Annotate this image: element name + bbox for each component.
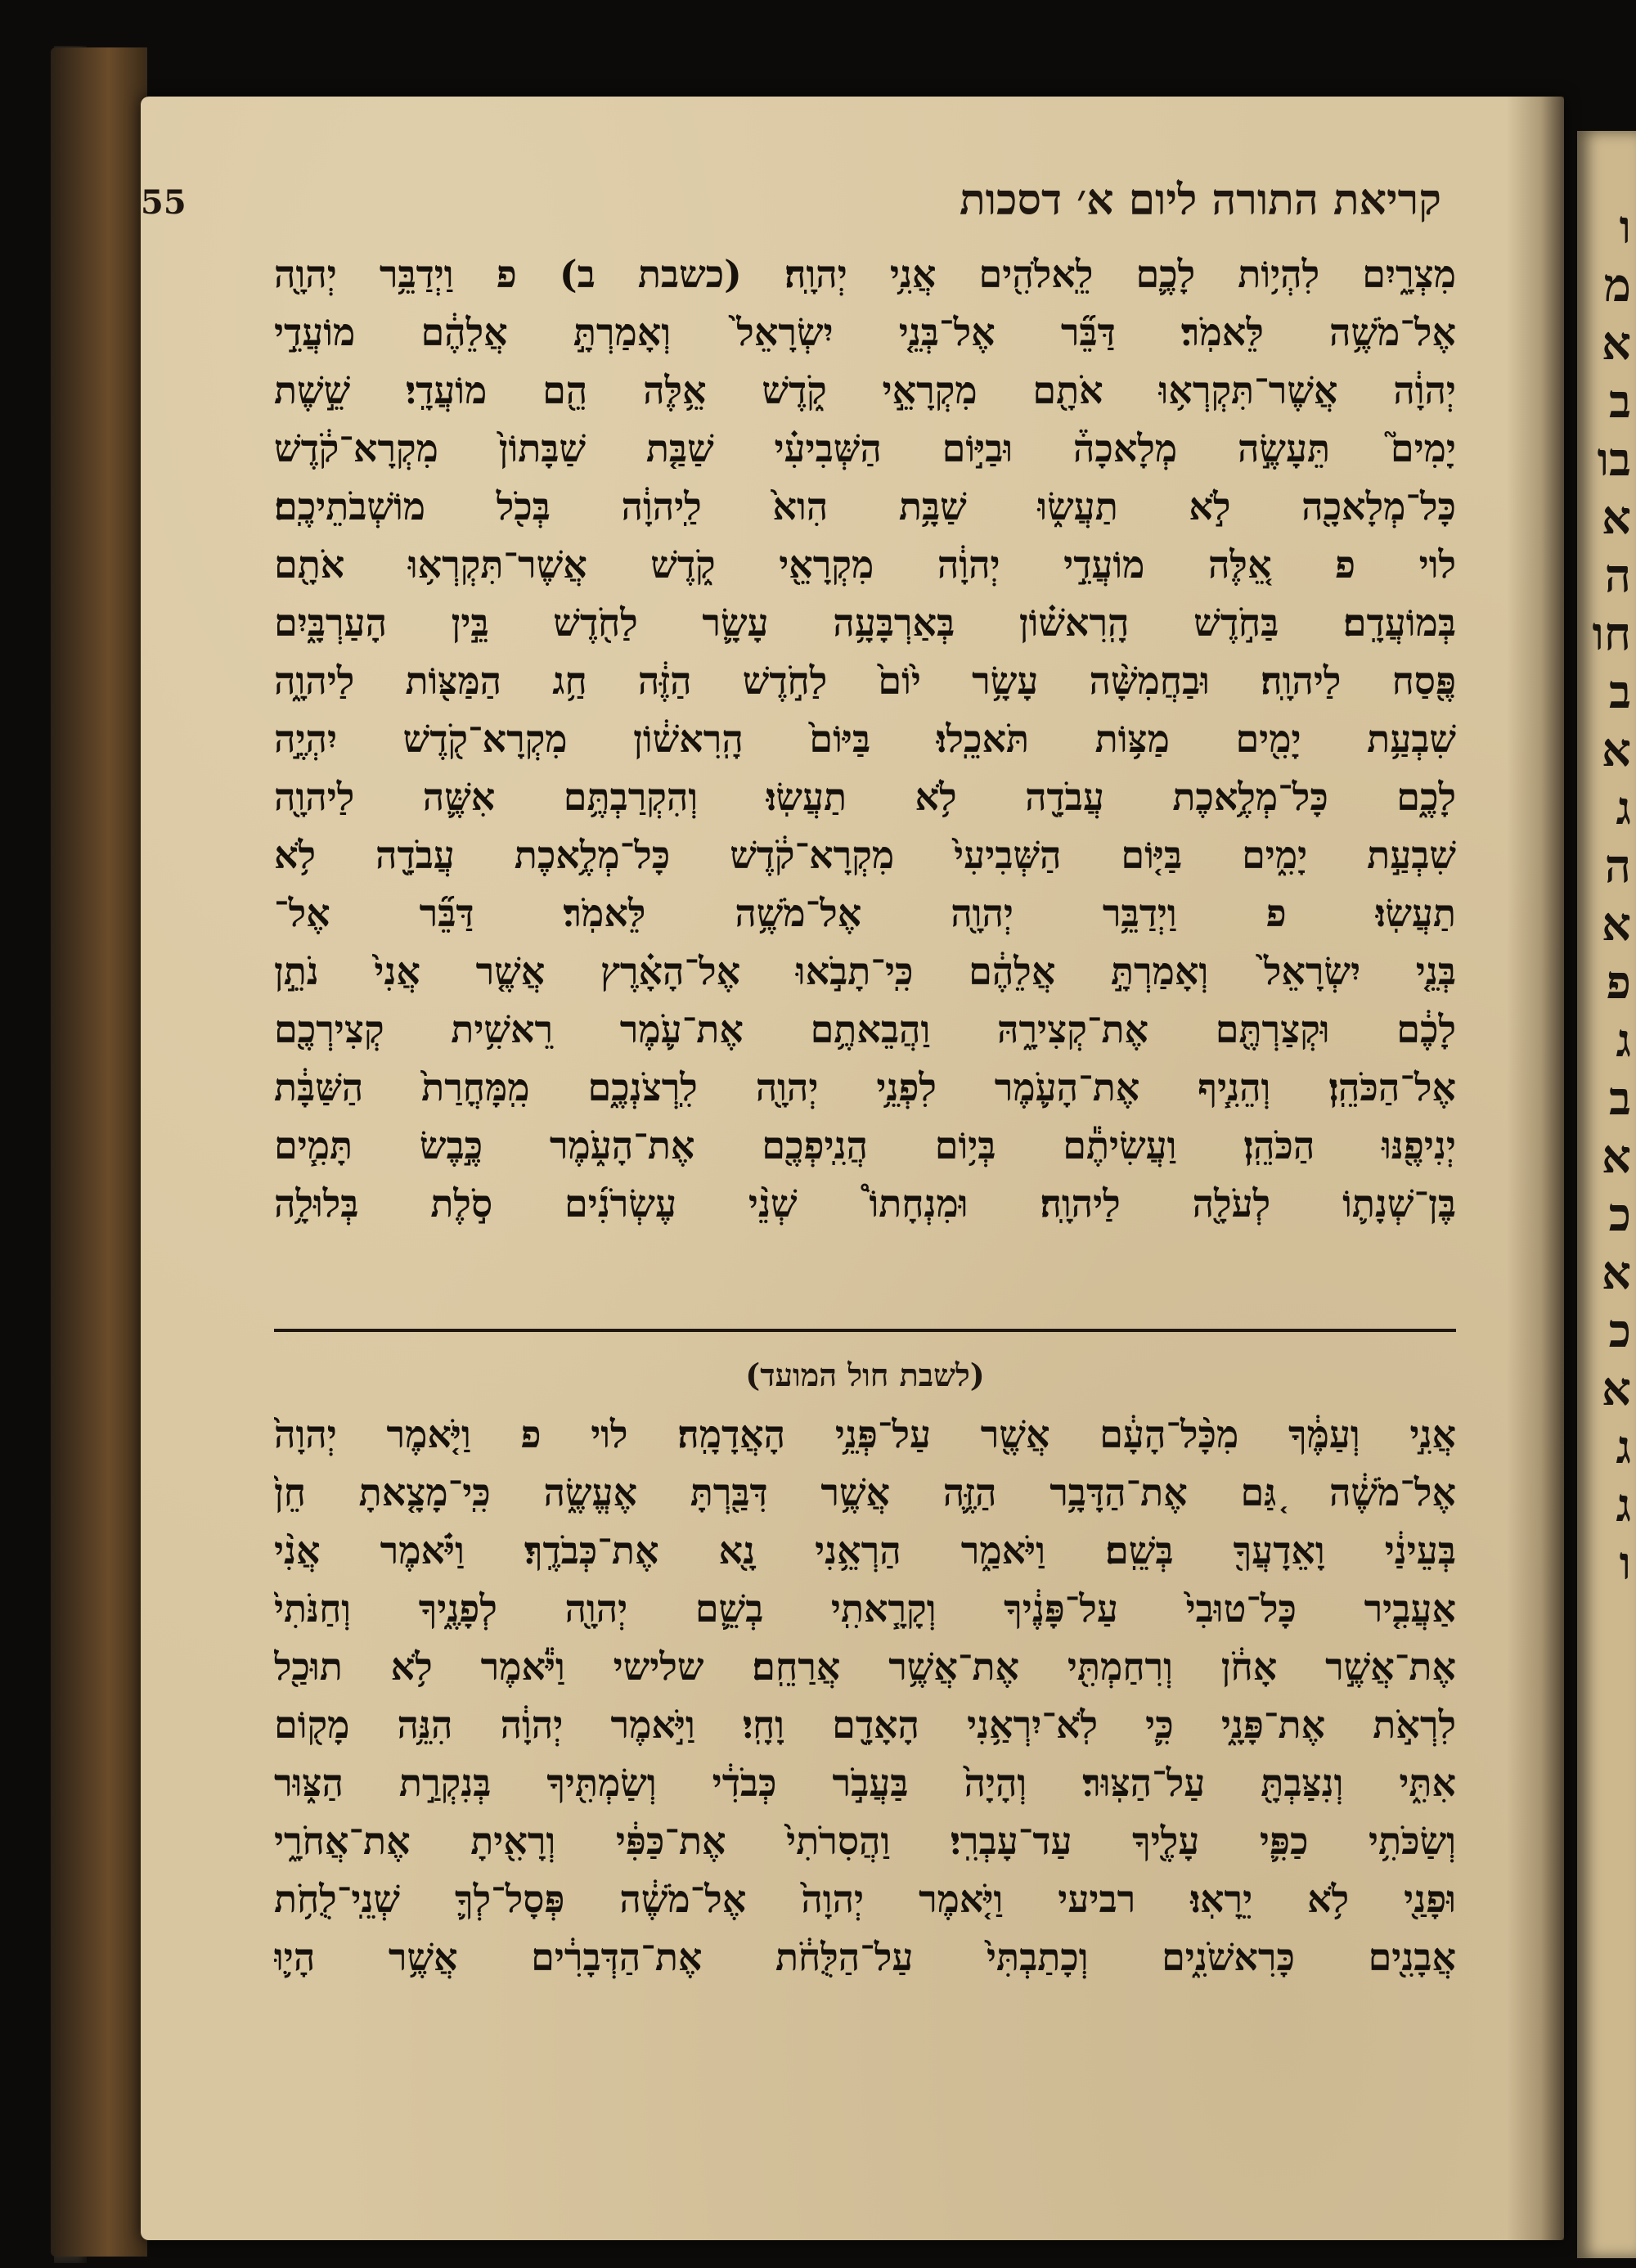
- page-gutter-shadow: [1507, 97, 1564, 2240]
- text-line: פֶּ֖סַח לַיהוָֽה׃ וּבַחֲמִשָּׁ֨ה עָשָׂ֥ר י֙וֹם֙ לַחֹ֣דֶשׁ הַזֶּ֔ה חַ֥ג הַמַּצּ֖וֹת לַיהוָ֑ה: [274, 659, 1456, 703]
- facing-page-edge: [1577, 131, 1636, 2258]
- text-line: שִׁבְעַ֥ת יָמִ֖ים מַצּ֥וֹת תֹּאכֵֽלוּ׃ בַּיּוֹם֙ הָֽרִאשׁ֔וֹן מִקְרָא־קֹ֖דֶשׁ יִהְיֶ֣ה: [274, 717, 1456, 761]
- text-line: כָּל־מְלָאכָ֖ה לֹ֣א תַעֲשׂ֑וּ שַׁבָּ֥ת הִוא֙ לַֽיהוָ֔ה בְּכֹ֖ל מוֹשְׁבֹתֵיכֶֽם׃: [274, 484, 1456, 529]
- book-page-edges: [51, 47, 147, 2257]
- text-line: יְהוָ֔ה אֲשֶׁר־תִּקְרְא֥וּ אֹתָ֖ם מִקְרָאֵ֣י קֹ֑דֶשׁ אֵ֥לֶּה הֵ֖ם מוֹעֲדָֽי׃ שֵׁ֣שֶׁת: [274, 368, 1456, 412]
- text-line: אֶת־אֲשֶׁ֣ר אָחֹ֔ן וְרִחַמְתִּ֖י אֶת־אֲשֶׁ֥ר אֲרַחֵֽם׃ שלישי וַיֹּ֕אמֶר לֹ֥א תוּכַ֖ל: [274, 1645, 1456, 1689]
- facing-page-fragment: ו: [1619, 200, 1631, 254]
- text-line: לִרְאֹ֣ת אֶת־פָּנָ֑י כִּ֛י לֹֽא־יִרְאַ֥נִי הָאָדָ֖ם וָחָֽי׃ וַיֹּ֣אמֶר יְהוָ֔ה הִנֵּ֥ה מָק֖וֹם: [274, 1703, 1456, 1747]
- text-line: לָכֶ֑ם כָּל־מְלֶ֥אכֶת עֲבֹדָ֖ה לֹ֥א תַעֲשֽׂוּ׃ וְהִקְרַבְתֶּ֥ם אִשֶּׁ֛ה לַיהוָ֖ה: [274, 775, 1456, 819]
- text-line: בְּנֵ֤י יִשְׂרָאֵל֙ וְאָמַרְתָּ֣ אֲלֵהֶ֔ם כִּֽי־תָבֹ֣אוּ אֶל־הָאָ֗רֶץ אֲשֶׁ֤ר אֲנִי֙ נֹתֵ֣ן: [274, 949, 1456, 993]
- section-divider: [274, 1329, 1456, 1332]
- text-line: אֶל־מֹשֶׁ֔ה גַּ֚ם אֶת־הַדָּבָ֥ר הַזֶּ֛ה אֲשֶׁ֥ר דִּבַּ֖רְתָּ אֶעֱשֶׂ֑ה כִּֽי־מָצָ֤אתָ חֵן֙: [274, 1470, 1456, 1514]
- facing-page-fragment: בו: [1597, 433, 1631, 487]
- facing-page-fragment: א: [1602, 1130, 1631, 1184]
- running-title: קריאת התורה ליום א׳ דסכות: [959, 175, 1441, 225]
- facing-page-fragment: ו: [1619, 1537, 1631, 1591]
- text-line: אֶל־הַכֹּהֵֽן׃ וְהֵנִ֧יף אֶת־הָעֹ֛מֶר לִפְנֵ֥י יְהוָ֖ה לִֽרְצֹנְכֶ֑ם מִֽמָּחֳרַת֙ הַשַּׁבָּ֔ת: [274, 1065, 1456, 1109]
- text-line: וְשַׂכֹּתִ֥י כַפִּ֛י עָלֶ֖יךָ עַד־עָבְרִֽי׃ וַהֲסִרֹתִי֙ אֶת־כַּפִּ֔י וְרָאִ֖יתָ אֶת־אֲחֹרָ֑י: [274, 1819, 1456, 1863]
- facing-page-fragment: א: [1602, 723, 1631, 777]
- text-line: לוי פ אֵ֚לֶּה מוֹעֲדֵ֣י יְהוָ֔ה מִקְרָאֵ֖י קֹ֑דֶשׁ אֲשֶׁר־תִּקְרְא֥וּ אֹתָ֖ם: [274, 542, 1456, 587]
- text-line: בְּעֵינַ֔י וָאֵדָעֲךָ֖ בְּשֵֽׁם׃ וַיֹּאמַ֑ר הַרְאֵ֥נִי נָ֖א אֶת־כְּבֹדֶֽךָ׃ וַיֹּ֗אמֶר אֲנִ֨י: [274, 1528, 1456, 1573]
- page-number: 55: [141, 183, 187, 222]
- text-line: אַעֲבִ֤יר כָּל־טוּבִי֙ עַל־פָּנֶ֔יךָ וְקָרָ֧אתִֽי בְשֵׁ֛ם יְהוָ֖ה לְפָנֶ֑יךָ וְחַנֹּתִי֙: [274, 1586, 1456, 1631]
- facing-page-fragment: חו: [1592, 607, 1631, 661]
- shabbat-chol-hamoed-text-block: [274, 1406, 1456, 1987]
- text-line: מִצְרָ֑יִם לִהְי֥וֹת לָכֶ֛ם לֵֽאלֹהִ֖ים אֲנִ֥י יְהוָֽה׃ (כשבת ב) פ וַיְדַבֵּ֥ר יְהוָ֖ה: [274, 252, 1456, 296]
- text-line: אֲנִ֣י וְעַמֶּ֔ךָ מִכָּ֨ל־הָעָ֔ם אֲשֶׁ֖ר עַל־פְּנֵ֥י הָאֲדָמָֽה׃ לוי פ וַיֹּ֤אמֶר יְהוָה֙: [274, 1412, 1456, 1456]
- facing-page-fragment: ב: [1609, 375, 1631, 429]
- facing-page-fragment: ג: [1616, 1014, 1631, 1068]
- facing-page-fragment: א: [1602, 491, 1631, 545]
- facing-page-fragment: א: [1602, 898, 1631, 952]
- text-line: יְנִיפֶ֖נּוּ הַכֹּהֵֽן׃ וַעֲשִׂיתֶ֕ם בְּי֥וֹם הֲנִֽיפְכֶ֖ם אֶת־הָעֹ֑מֶר כֶּ֣בֶשׂ תָּמִ֧ים: [274, 1123, 1456, 1168]
- facing-page-fragment: א: [1602, 1362, 1631, 1416]
- facing-page-fragment: ג: [1616, 781, 1631, 835]
- facing-page-fragment: ב: [1609, 1072, 1631, 1126]
- facing-page-fragment: כ: [1608, 1304, 1631, 1358]
- text-line: בְּמוֹעֲדָֽם׃ בַּחֹ֣דֶשׁ הָֽרִאשׁ֗וֹן בְּאַרְבָּעָ֥ה עָשָׂ֛ר לַחֹ֖דֶשׁ בֵּ֣ין הָעַרְבָּ֑יִם: [274, 601, 1456, 645]
- facing-page-fragment: ג: [1616, 1478, 1631, 1532]
- facing-page-fragment: כ: [1608, 1188, 1631, 1242]
- text-line: שִׁבְעַ֣ת יָמִ֑ים בַּיּ֤וֹם הַשְּׁבִיעִי֙ מִקְרָא־קֹ֔דֶשׁ כָּל־מְלֶ֥אכֶת עֲבֹדָ֖ה לֹ֥א: [274, 833, 1456, 877]
- facing-page-fragment: ב: [1609, 665, 1631, 719]
- text-line: אֲבָנִ֖ים כָּרִאשֹׁנִ֑ים וְכָתַבְתִּי֙ עַל־הַלֻּחֹ֔ת אֶת־הַדְּבָרִ֔ים אֲשֶׁ֥ר הָי֛וּ: [274, 1935, 1456, 1979]
- text-line: אֶל־מֹשֶׁ֥ה לֵּאמֹֽר׃ דַּבֵּ֞ר אֶל־בְּנֵ֤י יִשְׂרָאֵל֙ וְאָמַרְתָּ֣ אֲלֵהֶ֔ם מוֹעֲדֵ֣י: [274, 310, 1456, 354]
- facing-page-fragment: ה: [1604, 549, 1631, 603]
- main-text-block: [274, 245, 1456, 1233]
- facing-page-fragment: ה: [1604, 839, 1631, 893]
- text-line: בֶּן־שְׁנָת֛וֹ לְעֹלָ֖ה לַיהוָֽה׃ וּמִנְחָתוֹ֩ שְׁנֵ֨י עֶשְׂרֹנִ֜ים סֹ֣לֶת בְּלוּלָ֥ה: [274, 1181, 1456, 1226]
- section-note: (לשבת חול המועד): [745, 1357, 985, 1393]
- text-line: אִתִּ֑י וְנִצַּבְתָּ֖ עַל־הַצּֽוּר׃ וְהָיָה֙ בַּעֲבֹ֣ר כְּבֹדִ֔י וְשַׂמְתִּ֖יךָ בְּנִקְרַ֣ת הַצּ֑וּר: [274, 1761, 1456, 1805]
- text-line: וּפָנַ֖י לֹ֥א יֵרָאֽוּ׃ רביעי וַיֹּ֤אמֶר יְהוָה֙ אֶל־מֹשֶׁ֔ה פְּסָל־לְךָ֛ שְׁנֵֽי־לֻחֹ֥ת: [274, 1877, 1456, 1921]
- facing-page-fragment: ג: [1616, 1420, 1631, 1474]
- facing-page-fragment: מ: [1603, 259, 1631, 313]
- text-line: תַעֲשֽׂוּ׃ פ וַיְדַבֵּ֥ר יְהוָ֖ה אֶל־מֹשֶׁ֥ה לֵּאמֹֽר׃ דַּבֵּ֞ר אֶל־: [274, 891, 1456, 935]
- facing-page-fragment: פ: [1606, 956, 1631, 1010]
- text-line: לָכֶ֔ם וּקְצַרְתֶּ֖ם אֶת־קְצִירָ֑הּ וַהֲבֵאתֶ֥ם אֶת־עֹ֛מֶר רֵאשִׁ֥ית קְצִירְכֶ֖ם: [274, 1007, 1456, 1051]
- text-line: יָמִים֮ תֵּעָשֶׂ֣ה מְלָאכָה֒ וּבַיּ֣וֹם הַשְּׁבִיעִ֗י שַׁבַּ֤ת שַׁבָּתוֹן֙ מִקְרָא־קֹ֔דֶשׁ: [274, 426, 1456, 470]
- facing-page-fragment: א: [1602, 317, 1631, 371]
- facing-page-fragment: א: [1602, 1246, 1631, 1300]
